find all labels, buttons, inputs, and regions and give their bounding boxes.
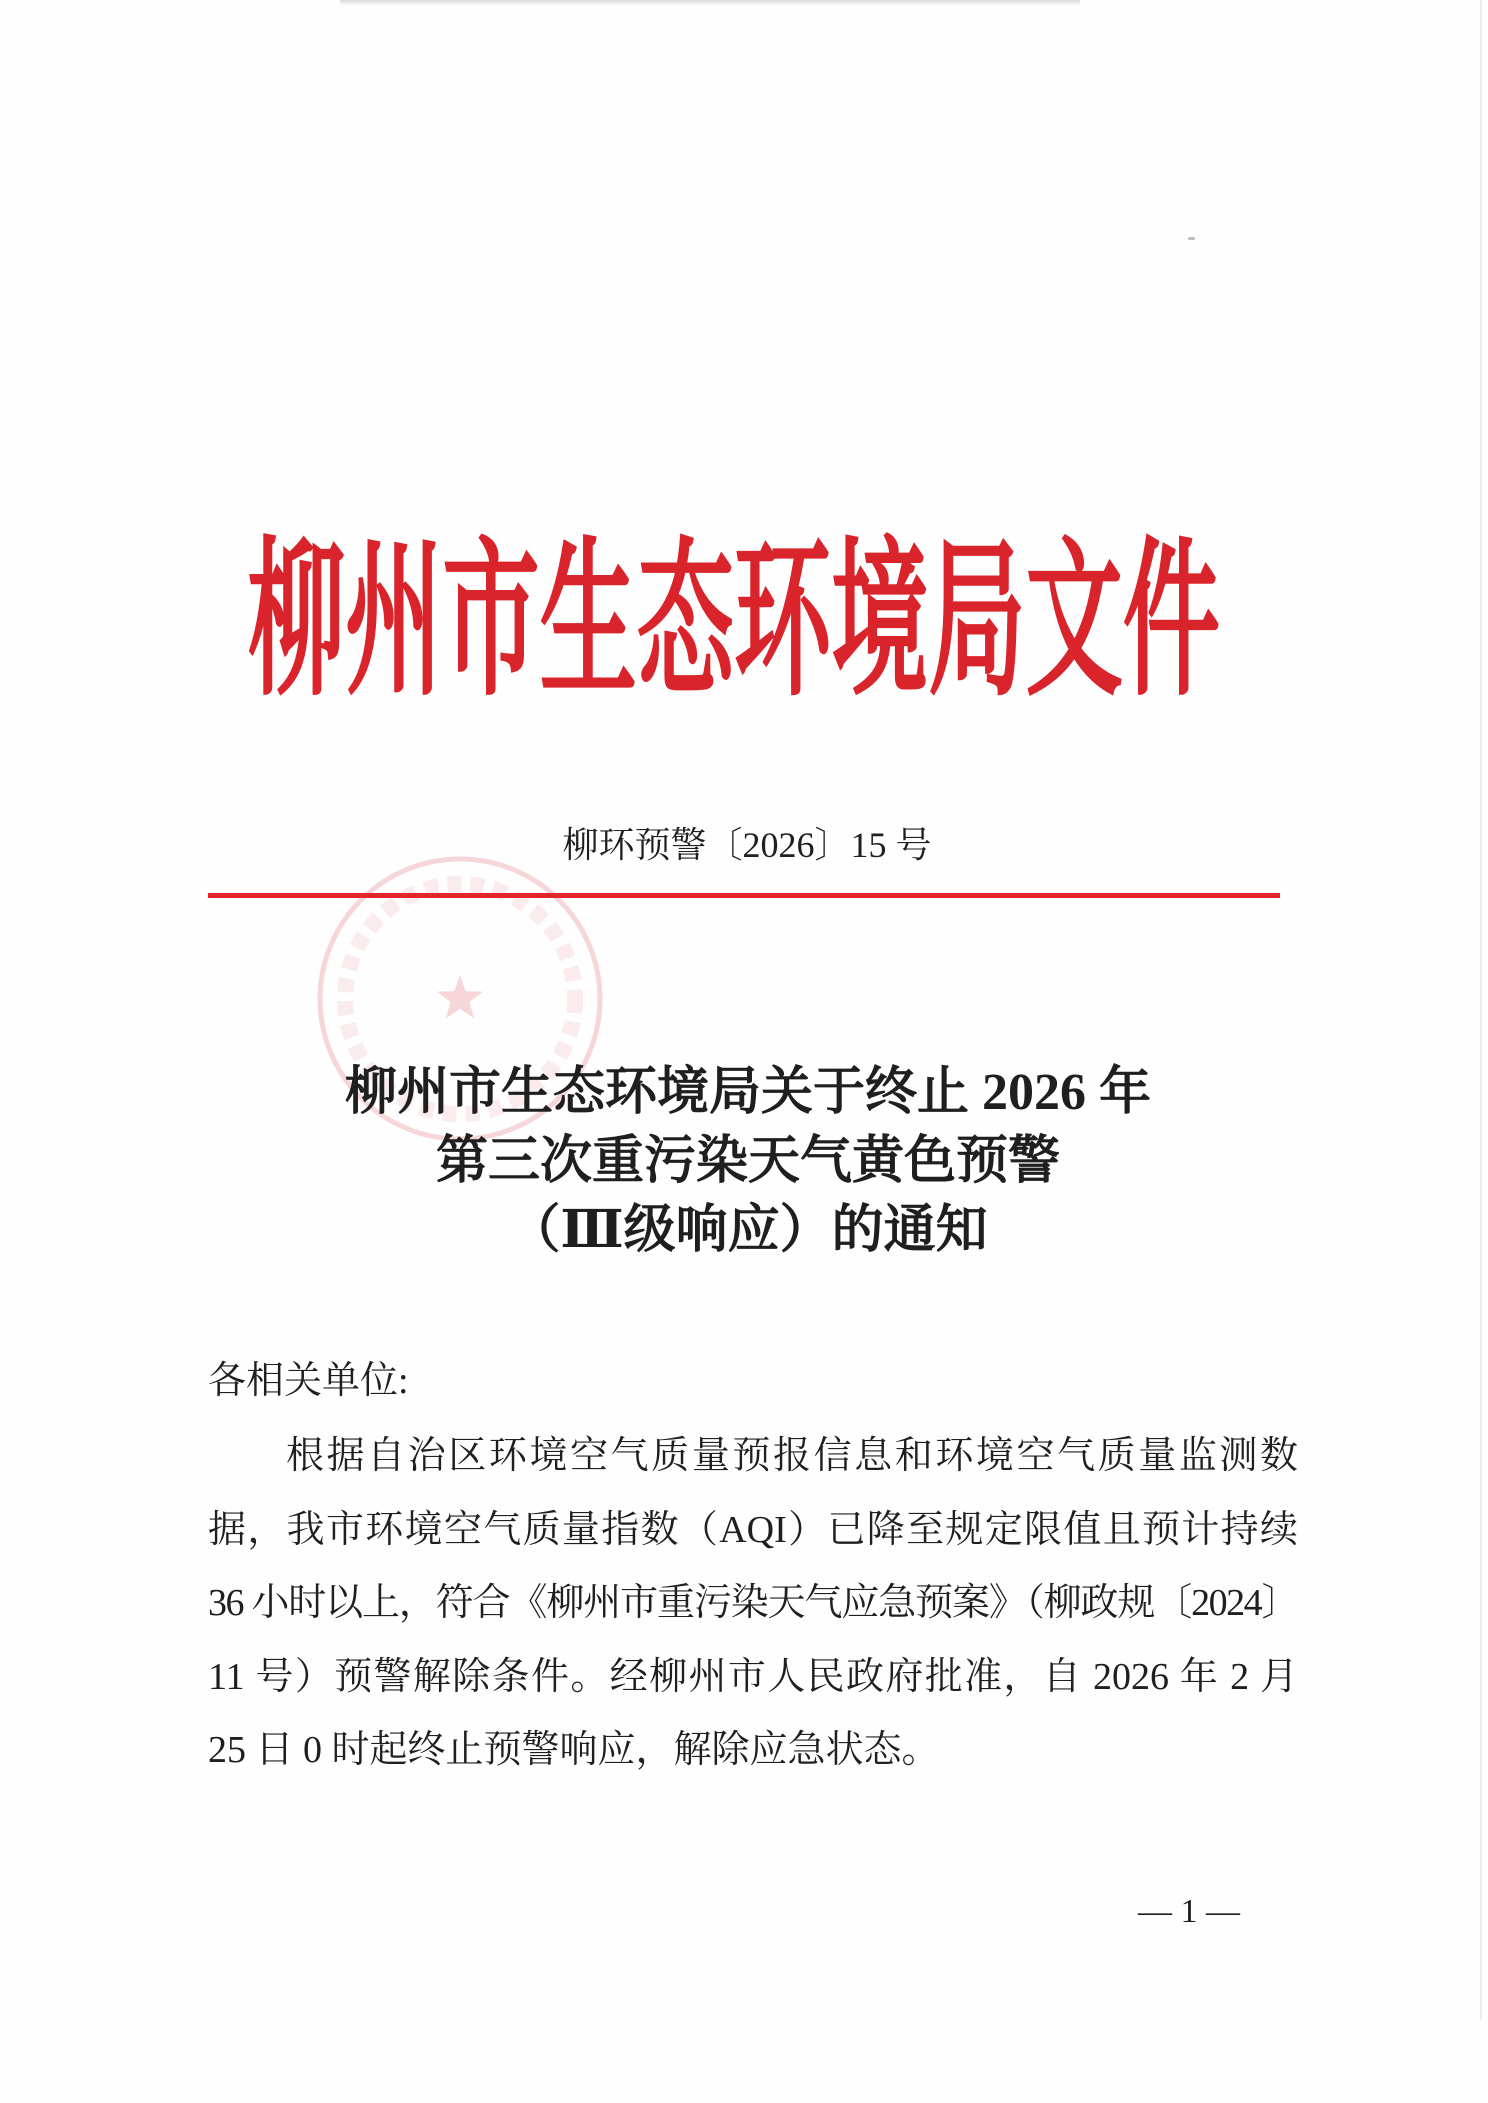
issuer-header-text: 柳州市生态环境局文件 <box>248 528 1220 716</box>
salutation: 各相关单位: <box>208 1360 409 1402</box>
body-paragraph <box>208 1420 1298 1788</box>
body-line: 根据自治区环境空气质量预报信息和环境空气质量监测数 <box>286 1435 1298 1477</box>
body-line: 据，我市环境空气质量指数（AQI）已降至规定限值且预计持续 <box>208 1508 1298 1551</box>
title-line: 柳州市生态环境局关于终止 2026 年 <box>344 1064 1151 1121</box>
body-line: 36 小时以上，符合《柳州市重污染天气应急预案》（柳政规〔2024〕 <box>208 1582 1298 1624</box>
body-line: 11 号）预警解除条件。经柳州市人民政府批准，自 2026 年 2 月 <box>208 1655 1298 1698</box>
document-title <box>0 1058 1488 1265</box>
seal-star-icon <box>437 975 483 1018</box>
document-number: 柳环预警〔2026〕15 号 <box>562 825 932 865</box>
body-line: 25 日 0 时起终止预警响应，解除应急状态。 <box>208 1729 940 1771</box>
scan-top-shadow <box>340 0 1080 6</box>
scan-right-edge <box>1480 0 1482 2020</box>
title-line: 第三次重污染天气黄色预警 <box>435 1133 1060 1190</box>
title-line: （Ⅲ级响应）的通知 <box>508 1202 988 1259</box>
scan-speck <box>1188 237 1195 240</box>
issuer-header <box>0 500 1488 720</box>
red-separator-rule <box>208 893 1280 898</box>
page-number: — 1 — <box>1138 1893 1240 1930</box>
